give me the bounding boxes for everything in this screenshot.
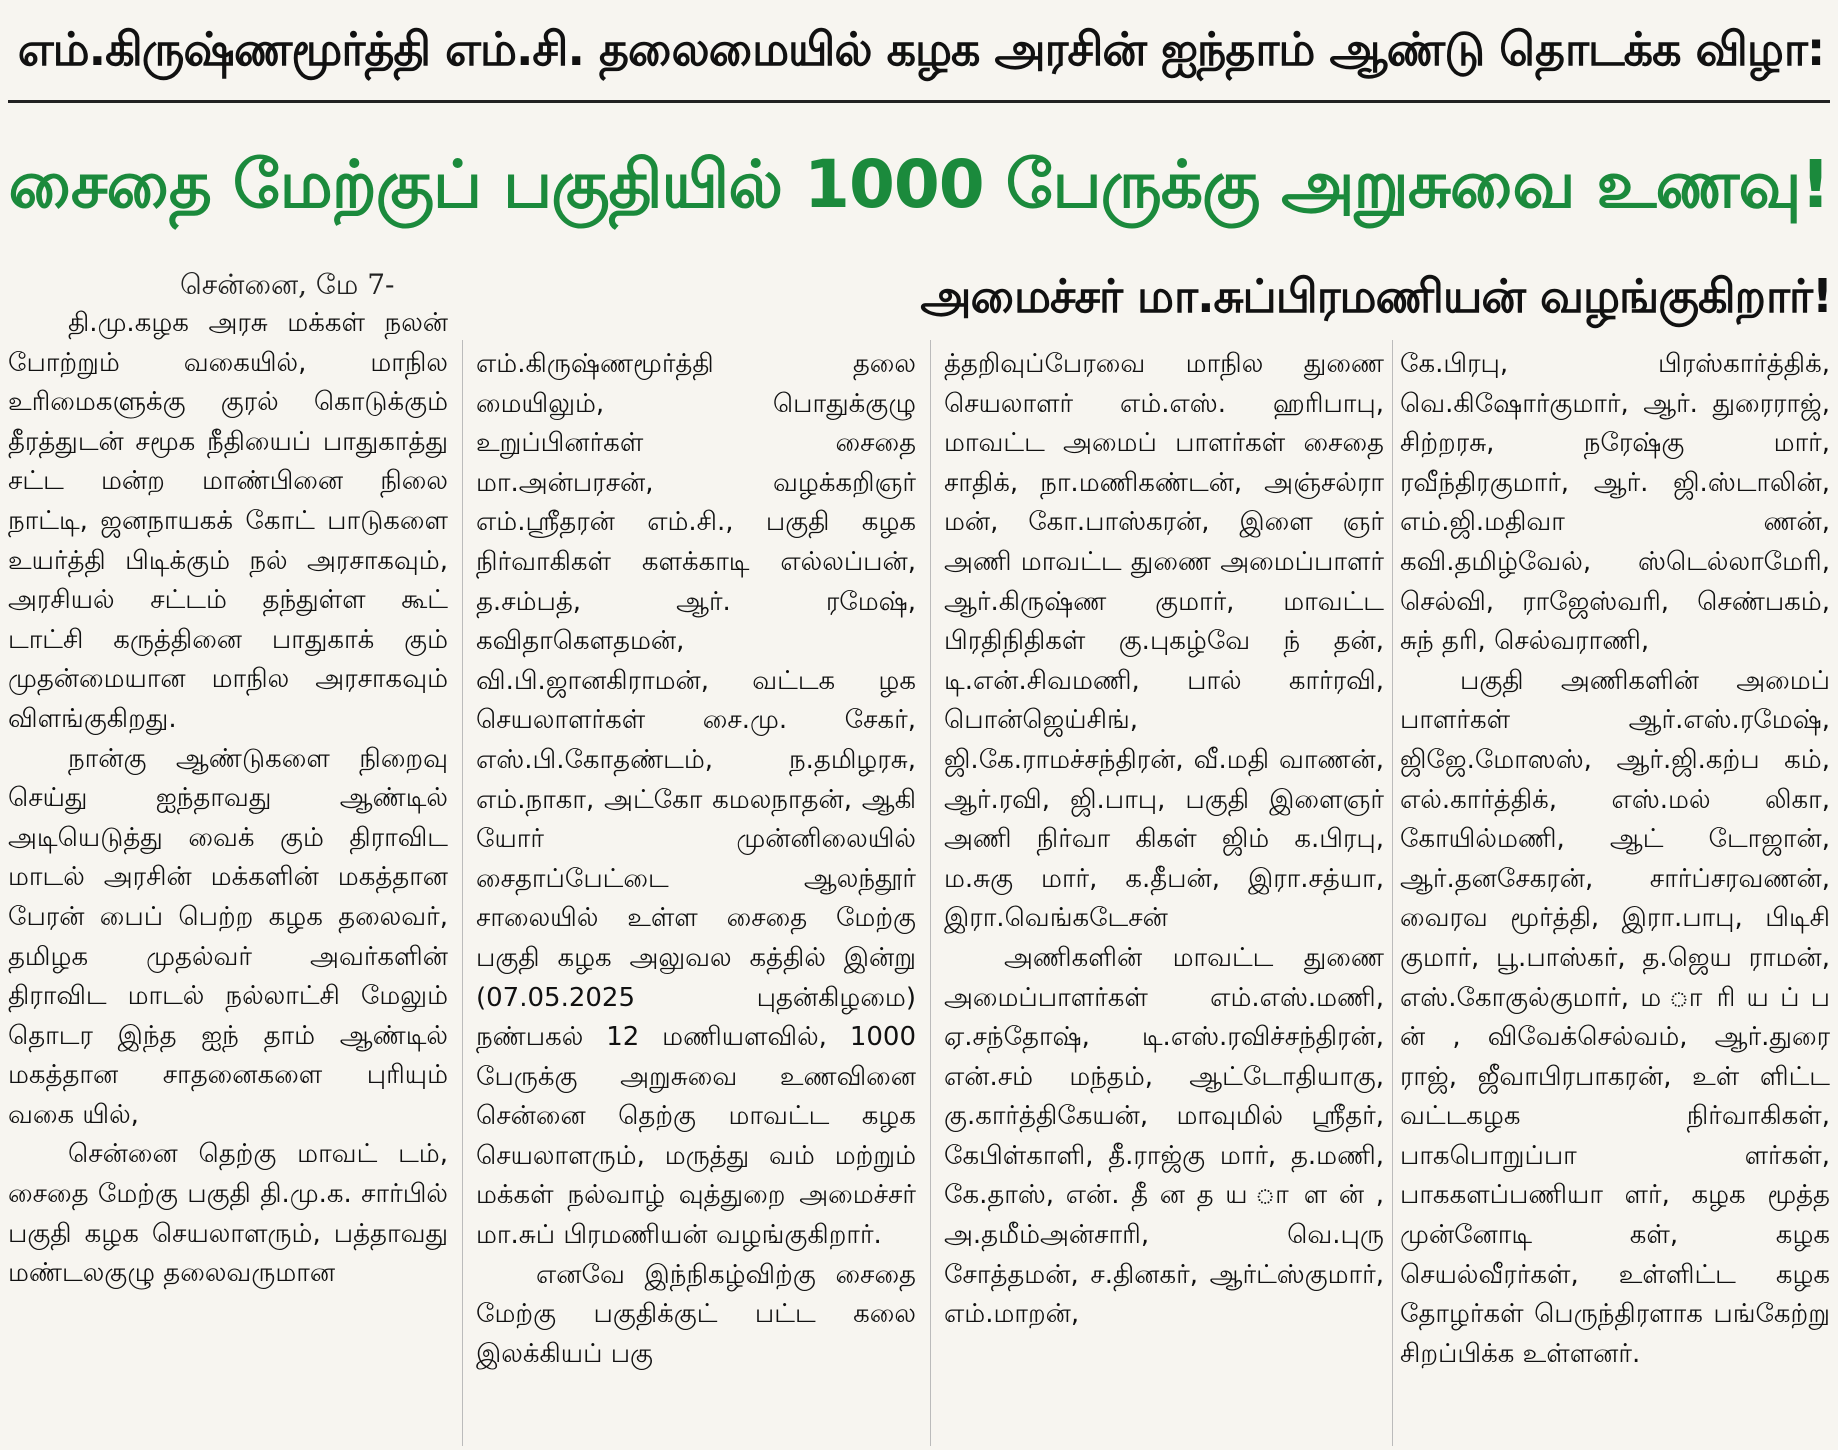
paragraph: அணிகளின் மாவட்ட துணை அமைப்பாளர்கள் எம்.எஸ்.மணி, ஏ.சந்தோஷ், டி.எஸ்.ரவிச்சந்திரன், என்.சம் மந்தம், ஆட்டோதியாகு, கு.கார்த்திகேயன், மாவுமில் ஸ்ரீதர், கேபிள்காளி, தீ.ராஜ்கு மார், த.மணி, கே.தாஸ், என். தீ ன த ய ா ள ன் , அ.தமீம்அன்சாரி, வெ.புரு சோத்தமன், ச.தினகர், ஆர்ட்ஸ்குமார், எம்.மாறன், bbox=[944, 942, 1384, 1330]
article-column-1 bbox=[8, 304, 448, 1294]
article-column-4 bbox=[1400, 345, 1830, 1374]
paragraph: சென்னை தெற்கு மாவட் டம், சைதை மேற்கு பகுதி தி.மு.க. சார்பில் பகுதி கழக செயலாளரும், பத்தாவது மண்டலகுழு தலைவருமான bbox=[8, 1139, 448, 1289]
kicker-headline: எம்.கிருஷ்ணமூர்த்தி எம்.சி. தலைமையில் கழக அரசின் ஐந்தாம் ஆண்டு தொடக்க விழா: bbox=[17, 22, 1825, 76]
column-divider bbox=[930, 340, 931, 1446]
sub-headline: அமைச்சர் மா.சுப்பிரமணியன் வழங்குகிறார்! bbox=[920, 269, 1832, 323]
article-column-3 bbox=[944, 345, 1384, 1335]
main-headline: சைதை மேற்குப் பகுதியில் 1000 பேருக்கு அறுசுவை உணவு! bbox=[8, 146, 1830, 223]
column-divider bbox=[462, 340, 463, 1446]
paragraph: பகுதி அணிகளின் அமைப் பாளர்கள் ஆர்.எஸ்.ரமேஷ், ஜிஜே.மோஸஸ், ஆர்.ஜி.கற்ப கம், எல்.கார்த்திக், எஸ்.மல் லிகா, கோயில்மணி, ஆட் டோஜான், ஆர்.தனசேகரன், சார்ப்சரவணன், வைரவ மூர்த்தி, இரா.பாபு, பிடிசி குமார், பூ.பாஸ்கர், த.ஜெய ராமன், எஸ்.கோகுல்குமார், ம ா ரி ய ப் ப ன் , விவேக்செல்வம், ஆர்.துரை ராஜ், ஜீவாபிரபாகரன், உள் ளிட்ட வட்டகழக நிர்வாகிகள், பாகபொறுப்பா ளர்கள், பாககளப்பணியா ளர், கழக மூத்த முன்னோடி கள், கழக செயல்வீரர்கள், உள்ளிட்ட கழக தோழர்கள் பெருந்திரளாக பங்கேற்று சிறப்பிக்க உள்ளனர். bbox=[1400, 665, 1830, 1369]
paragraph: நான்கு ஆண்டுகளை நிறைவு செய்து ஐந்தாவது ஆண்டில் அடியெடுத்து வைக் கும் திராவிட மாடல் அரசின் மக்களின் மகத்தான பேரன் பைப் பெற்ற கழக தலைவர், தமிழக முதல்வர் அவர்களின் திராவிட மாடல் நல்லாட்சி மேலும் தொடர இந்த ஐந் தாம் ஆண்டில் மகத்தான சாதனைகளை புரியும் வகை யில், bbox=[8, 743, 448, 1130]
paragraph: தி.மு.கழக அரசு மக்கள் நலன் போற்றும் வகையில், மாநில உரிமைகளுக்கு குரல் கொடுக்கும் தீரத்துடன் சமூக நீதியைப் பாதுகாத்து சட்ட மன்ற மாண்பினை நிலை நாட்டி, ஜனநாயகக் கோட் பாடுகளை உயர்த்தி பிடிக்கும் நல் அரசாகவும், அரசியல் சட்டம் தந்துள்ள கூட் டாட்சி கருத்தினை பாதுகாக் கும் முதன்மையான மாநில அரசாகவும் விளங்குகிறது. bbox=[8, 308, 448, 734]
paragraph: த்தறிவுப்பேரவை மாநில துணை செயலாளர் எம்.எஸ். ஹரிபாபு, மாவட்ட அமைப் பாளர்கள் சைதை சாதிக், நா.மணிகண்டன், அஞ்சல்ரா மன், கோ.பாஸ்கரன், இளை ஞர் அணி மாவட்ட துணை அமைப்பாளர் ஆர்.கிருஷ்ண குமார், மாவட்ட பிரதிநிதிகள் கு.புகழ்வே ந் தன், டி.என்.சிவமணி, பால் கார்ரவி, பொன்ஜெய்சிங், ஜி.கே.ராமச்சந்திரன், வீ.மதி வாணன், ஆர்.ரவி, ஜி.பாபு, பகுதி இளைஞர் அணி நிர்வா கிகள் ஜிம் க.பிரபு, ம.சுகு மார், க.தீபன், இரா.சத்யா, இரா.வெங்கடேசன் bbox=[944, 349, 1384, 934]
column-divider bbox=[1392, 340, 1393, 1446]
article-column-2 bbox=[476, 345, 916, 1374]
paragraph: எம்.கிருஷ்ணமூர்த்தி தலை மையிலும், பொதுக்குழு உறுப்பினர்கள் சைதை மா.அன்பரசன், வழக்கறிஞர் எம்.ஸ்ரீதரன் எம்.சி., பகுதி கழக நிர்வாகிகள் களக்காடி எல்லப்பன், த.சம்பத், ஆர். ரமேஷ், கவிதாகௌதமன், வி.பி.ஜானகிராமன், வட்டக ழக செயலாளர்கள் சை.மு. சேகர், எஸ்.பி.கோதண்டம், ந.தமிழரசு, எம்.நாகா, அட்கோ கமலநாதன், ஆகி யோர் முன்னிலையில் சைதாப்பேட்டை ஆலந்தூர் சாலையில் உள்ள சைதை மேற்கு பகுதி கழக அலுவல கத்தில் இன்று (07.05.2025 புதன்கிழமை) நண்பகல் 12 மணியளவில், 1000 பேருக்கு அறுசுவை உணவினை சென்னை தெற்கு மாவட்ட கழக செயலாளரும், மருத்து வம் மற்றும் மக்கள் நல்வாழ் வுத்துறை அமைச்சர் மா.சுப் பிரமணியன் வழங்குகிறார். bbox=[476, 349, 916, 1251]
header-rule bbox=[8, 100, 1830, 103]
paragraph: எனவே இந்நிகழ்விற்கு சைதை மேற்கு பகுதிக்குட் பட்ட கலை இலக்கியப் பகு bbox=[476, 1259, 916, 1369]
paragraph: கே.பிரபு, பிரஸ்கார்த்திக், வெ.கிஷோர்குமார், ஆர். துரைராஜ், சிற்றரசு, நரேஷ்கு மார், ரவீந்திரகுமார், ஆர். ஜி.ஸ்டாலின், எம்.ஜி.மதிவா ணன், கவி.தமிழ்வேல், ஸ்டெல்லாமேரி, செல்வி, ராஜேஸ்வரி, செண்பகம், சுந் தரி, செல்வராணி, bbox=[1400, 349, 1830, 657]
dateline: சென்னை, மே 7- bbox=[180, 268, 395, 301]
